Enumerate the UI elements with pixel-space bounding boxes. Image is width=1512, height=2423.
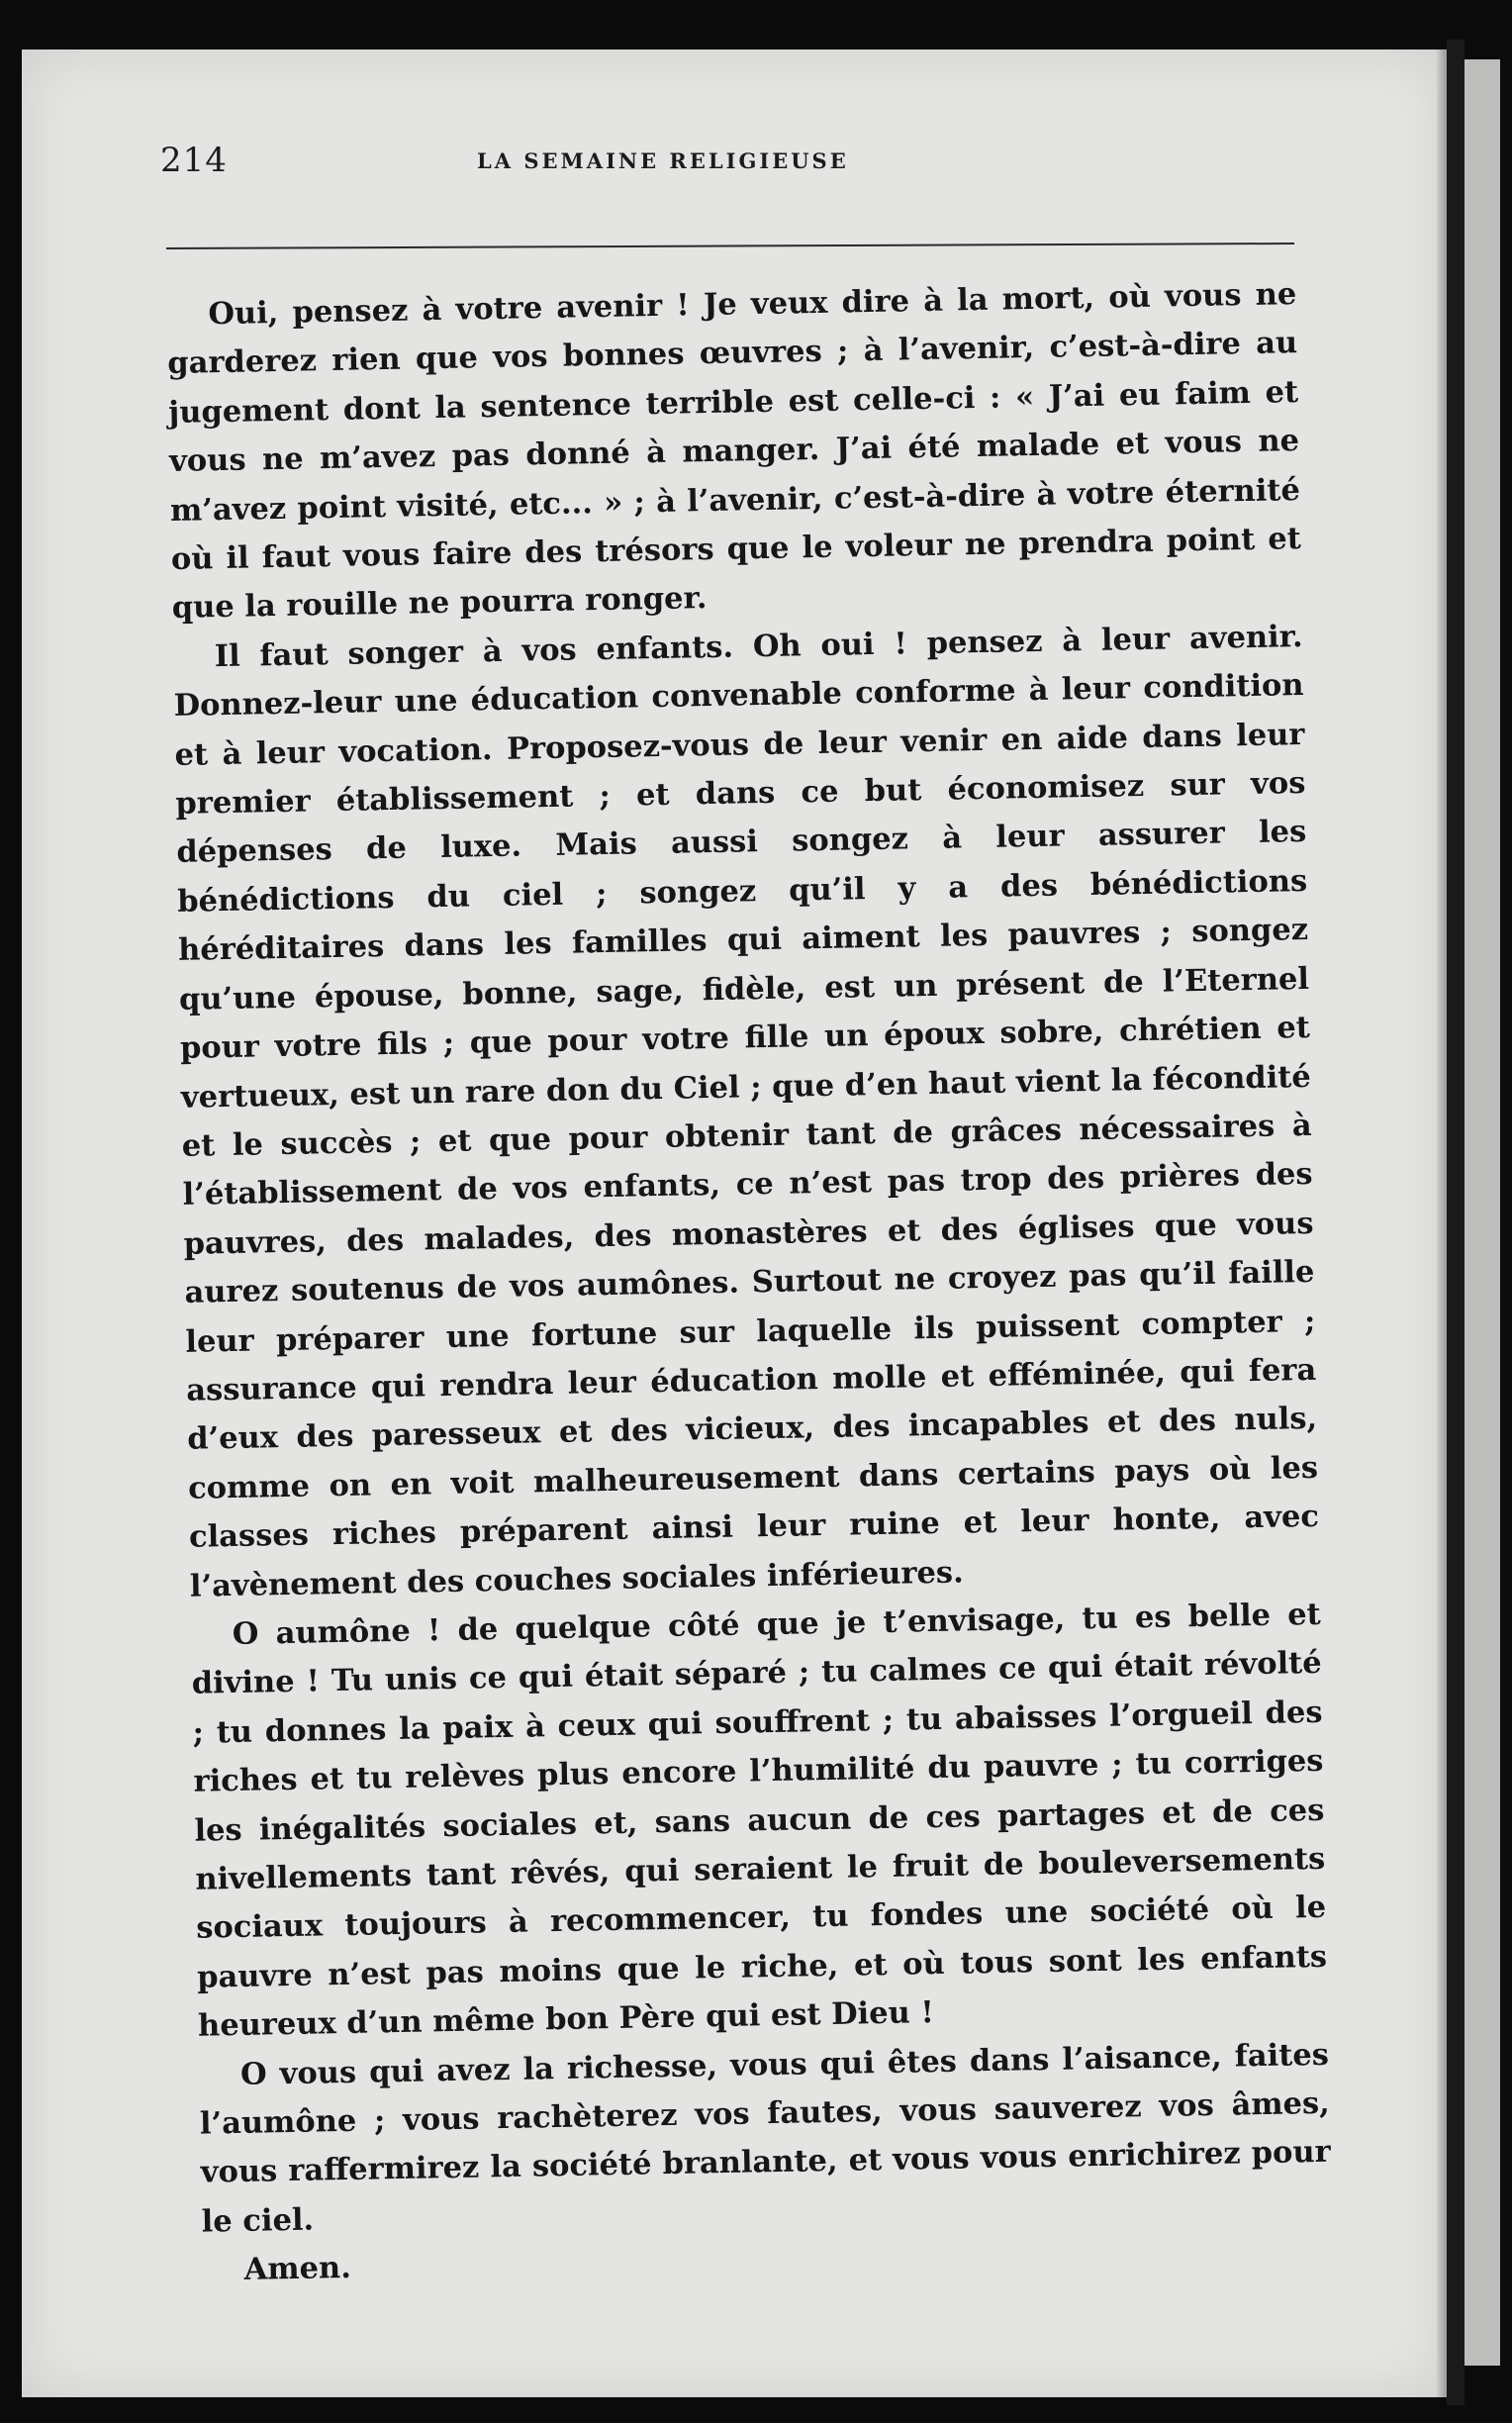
paragraph-aumone: O aumône ! de quelque côté que je t’envisage, tu es belle et divine ! Tu unis ce qui était séparé ; tu calmes ce qui était révolté ; tu donnes la paix à ceux qui souffrent ; tu abaisses l’orgueil des riches et tu relèves plus encore l’humilité du pauvre ; tu corriges les inégalités sociales et, sans aucun de ces partages et de ces nivellements tant rêvés, qui seraient le fruit de bouleversements sociaux toujours à recommencer, tu fondes une société où le pauvre n’est pas moins que le riche, et où tous sont les enfants heureux d’un même bon Père qui est Dieu ! — [191, 1596, 1328, 2044]
paragraph-avenir: Oui, pensez à votre avenir ! Je veux dire à la mort, où vous ne garderez rien que vos bonnes œuvres ; à l’avenir, c’est-à-dire au jugement dont la sentence terrible est celle-ci : « J’ai eu faim et vous ne m’avez pas donné à manger. J’ai été malade et vous ne m’avez point visité, etc... » ; à l’avenir, c’est-à-dire à votre éternité où il faut vous faire des trésors que le voleur ne prendra point et que la rouille ne pourra ronger. — [167, 276, 1302, 627]
running-header — [160, 141, 1288, 200]
paragraph-enfants: Il faut songer à vos enfants. Oh oui ! pensez à leur avenir. Donnez-leur une éducation convenable conforme à leur condition et à leur vocation. Proposez-vous de leur venir en aide dans leur premier établissement ; et dans ce but économisez sur vos dépenses de luxe. Mais aussi songez à leur assurer les bénédictions du ciel ; songez qu’il y a des bénédictions héréditaires dans les familles qui aiment les pauvres ; songez qu’une épouse, bonne, sage, fidèle, est un présent de l’Eternel pour votre fils ; que pour votre fille un époux sobre, chrétien et vertueux, est un rare don du Ciel ; que d’en haut vient la fécondité et le succès ; et que pour obtenir tant de grâces nécessaires à l’établissement de vos enfants, ce n’est pas trop des prières des pauvres, des malades, des monastères et des églises que vous aurez soutenus de vos aumônes. Surtout ne croyez pas qu’il faille leur préparer une fortune sur laquelle ils puissent compter ; assurance qui rendra leur éducation molle et efféminée, qui fera d’eux des paresseux et des vicieux, des incapables et des nuls, comme on en voit malheureusement dans certains pays où les classes riches préparent ainsi leur ruine et leur honte, avec l’avènement des couches sociales inférieures. — [173, 618, 1320, 1604]
closing-amen: Amen. — [243, 2250, 352, 2288]
running-title: LA SEMAINE RELIGIEUSE — [477, 148, 849, 173]
book-gutter — [1447, 40, 1465, 2405]
article-body — [166, 270, 1333, 2295]
page-number: 214 — [160, 141, 228, 180]
page-edge-shadow — [1437, 49, 1447, 2397]
paragraph-richesse: O vous qui avez la richesse, vous qui êtes dans l’aisance, faites l’aumône ; vous rachèterez vos fautes, vous sauverez vos âmes, vous raffermirez la société branlante, et vous vous enrichirez pour le ciel. — [199, 2036, 1331, 2240]
facing-page-edge — [1465, 59, 1500, 2366]
